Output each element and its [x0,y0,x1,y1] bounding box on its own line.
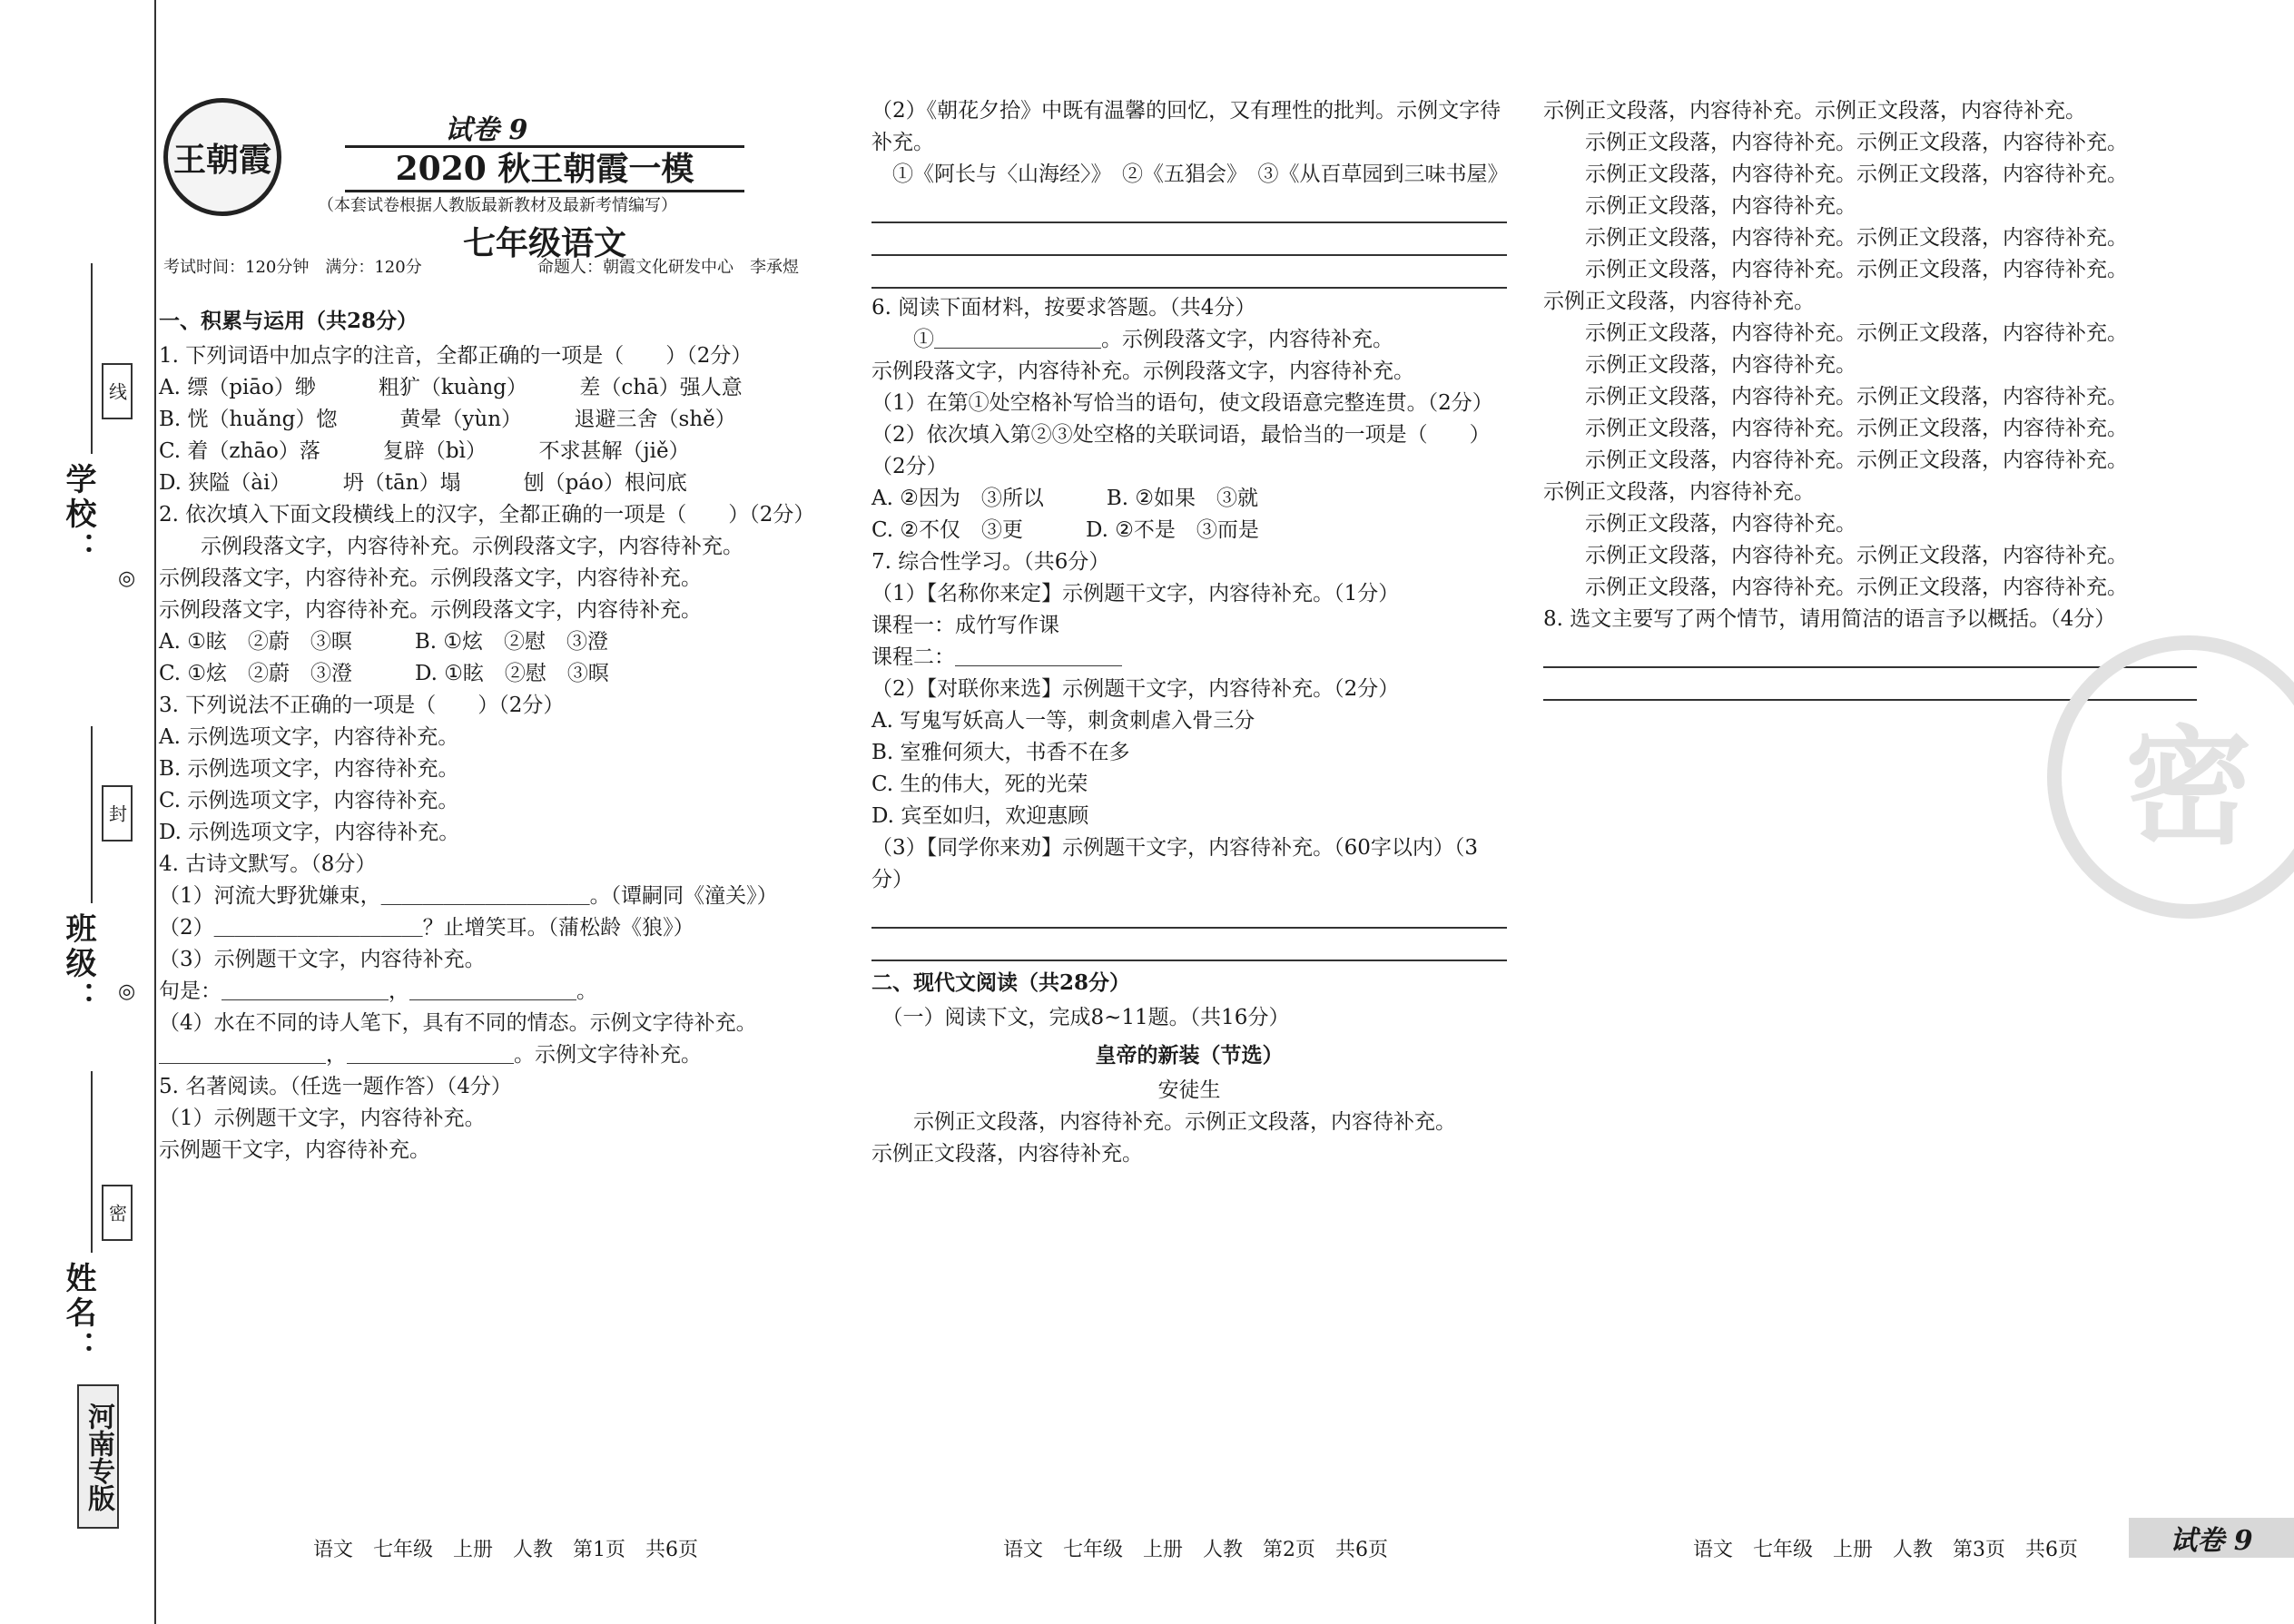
seal-mark-line: 线 [102,363,133,419]
school-fill-line [91,263,93,454]
question-text: （2）依次填入第②③处空格的关联词语，最恰当的一项是（ ）（2分） [871,423,1491,478]
question-text: （3）示例题干文字，内容待补充。 [159,948,486,971]
question-text: （1）河流大野犹嫌束，＿＿＿＿＿＿＿＿＿＿。（谭嗣同《潼关》） [159,884,778,908]
question-text: B. 室雅何须大，书香不在多 [871,741,1130,764]
binding-hole-icon: ◎ [118,567,136,590]
binding-margin [0,0,156,1624]
question-text: （1）在第①处空格补写恰当的语句，使文段语意完整连贯。（2分） [871,391,1493,415]
question-text: 示例正文段落，内容待补充。 [1543,290,1815,313]
question-text: D. 狭隘（ài） 坍（tān）塌 刨（páo）根问底 [159,471,687,495]
question-text: （1）示例题干文字，内容待补充。 [159,1107,486,1130]
question-text: （1）【名称你来定】示例题干文字，内容待补充。（1分） [871,582,1400,605]
question-text: 2. 依次填入下面文段横线上的汉字，全都正确的一项是（ ）（2分） [159,503,815,527]
question-text: （3）【同学你来劝】示例题干文字，内容待补充。（60字以内）（3分） [871,836,1479,891]
question-text: B. 恍（huǎng）惚 黄晕（yùn） 退避三舍（shě） [159,408,736,431]
question-text: 示例正文段落，内容待补充。 [1543,480,1815,504]
answer-line [871,227,1507,256]
question-text: ①＿＿＿＿＿＿＿＿。示例段落文字，内容待补充。 [871,328,1393,351]
question-text: （2）【对联你来选】示例题干文字，内容待补充。（2分） [871,677,1400,701]
question-text: （2）＿＿＿＿＿＿＿＿＿＿？止增笑耳。（蒲松龄《狼》） [159,916,694,940]
exam-meta [163,254,799,278]
question-text: 示例正文段落，内容待补充。示例正文段落，内容待补充。 [1543,226,2128,250]
page-footer-1: 语文 七年级 上册 人教 第1页 共6页 [313,1539,698,1561]
answer-line [871,260,1507,289]
class-label: 班级： [60,912,96,1016]
question-text: 8. 选文主要写了两个情节，请用简洁的语言予以概括。（4分） [1543,607,2116,631]
question-text: A. ①眩 ②蔚 ③暝 B. ①炫 ②慰 ③澄 [159,630,608,654]
question-text: 示例正文段落，内容待补充。 [1543,353,1856,377]
page-footer-3: 语文 七年级 上册 人教 第3页 共6页 [1693,1539,2078,1561]
page-2-column [871,95,1507,1170]
question-text: ＿＿＿＿＿＿＿＿，＿＿＿＿＿＿＿＿。示例文字待补充。 [159,1043,702,1067]
question-text: 示例正文段落，内容待补充。示例正文段落，内容待补充。 [1543,576,2128,599]
binding-hole-icon: ◎ [118,980,136,1003]
question-text: B. 示例选项文字，内容待补充。 [159,757,459,781]
class-fill-line [91,726,93,903]
question-text: 示例正文段落，内容待补充。示例正文段落，内容待补充。 [871,1110,1456,1134]
question-text: 1. 下列词语中加点字的注音，全都正确的一项是（ ）（2分） [159,344,753,368]
question-text: 6. 阅读下面材料，按要求答题。（共4分） [871,296,1256,320]
question-text: 示例正文段落，内容待补充。示例正文段落，内容待补充。 [1543,321,2128,345]
question-text: 示例正文段落，内容待补充。示例正文段落，内容待补充。 [1543,99,2086,123]
question-text: 示例段落文字，内容待补充。示例段落文字，内容待补充。 [159,566,702,590]
answer-line [871,900,1507,929]
answer-line [1543,639,2197,668]
question-text: 5. 名著阅读。（任选一题作答）（4分） [159,1075,512,1098]
question-text: 安徒生 [1157,1078,1221,1102]
watermark-seal: 密 [2047,635,2294,919]
question-text: C. 着（zhāo）落 复辟（bì） 不求甚解（jiě） [159,439,690,463]
question-text: C. ②不仅 ③更 D. ②不是 ③而是 [871,518,1259,542]
question-text: 示例段落文字，内容待补充。示例段落文字，内容待补充。 [871,359,1414,383]
question-text: 课程一：成竹写作课 [871,614,1059,637]
brand-logo: 王朝霞 [163,98,281,216]
question-text: A. 缥（piāo）缈 粗犷（kuàng） 差（chā）强人意 [159,376,743,399]
school-label: 学校： [60,463,96,566]
question-text: 示例正文段落，内容待补充。示例正文段落，内容待补充。 [1543,544,2128,567]
question-text: 示例题干文字，内容待补充。 [159,1138,430,1162]
question-text: D. 宾至如归，欢迎惠顾 [871,804,1089,828]
question-text: A. 写鬼写妖高人一等，刺贪刺虐入骨三分 [871,709,1255,733]
exam-time-score: 考试时间：120分钟 满分：120分 [163,258,422,277]
question-text: 示例正文段落，内容待补充。示例正文段落，内容待补充。 [1543,258,2128,281]
name-label: 姓名： [60,1262,96,1365]
exam-note: （本套试卷根据人教版最新教材及最新考情编写） [318,196,677,215]
question-text: 示例正文段落，内容待补充。 [871,1142,1143,1166]
exam-author: 命题人：朝霞文化研发中心 李承煜 [537,258,799,277]
paper-number: 试卷 9 [445,114,528,146]
page-footer-2: 语文 七年级 上册 人教 第2页 共6页 [1003,1539,1388,1561]
exam-header [163,91,799,277]
question-text: C. 示例选项文字，内容待补充。 [159,789,459,812]
section-heading: 二、现代文阅读（共28分） [871,970,1131,995]
question-text: 示例正文段落，内容待补充。示例正文段落，内容待补充。 [1543,385,2128,408]
question-text: 课程二：＿＿＿＿＿＿＿＿ [871,645,1122,669]
page-3-column [1543,95,2197,704]
subject-title: 七年级语文 [463,224,627,262]
question-text: 7. 综合性学习。（共6分） [871,550,1110,574]
question-text: 4. 古诗文默写。（8分） [159,852,377,876]
paper-tag: 试卷 9 [2129,1518,2294,1558]
section-heading: 皇帝的新装（节选） [1095,1043,1284,1068]
answer-line [871,194,1507,223]
question-text: C. 生的伟大，死的光荣 [871,773,1088,796]
question-text: D. 示例选项文字，内容待补充。 [159,821,460,844]
question-text: 3. 下列说法不正确的一项是（ ）（2分） [159,694,565,717]
question-text: 示例正文段落，内容待补充。示例正文段落，内容待补充。 [1543,162,2128,186]
question-text: ①《阿长与〈山海经〉》 ②《五猖会》 ③《从百草园到三味书屋》 [871,162,1509,186]
exam-title: 2020 秋王朝霞一模 [345,145,744,192]
region-badge: 河南专版 [77,1384,119,1529]
question-text: 示例正文段落，内容待补充。示例正文段落，内容待补充。 [1543,448,2128,472]
name-fill-line [91,1071,93,1253]
question-text: A. ②因为 ③所以 B. ②如果 ③就 [871,487,1258,510]
question-text: 示例段落文字，内容待补充。示例段落文字，内容待补充。 [159,535,743,558]
question-text: A. 示例选项文字，内容待补充。 [159,725,459,749]
question-text: 示例正文段落，内容待补充。 [1543,512,1856,536]
question-text: 示例正文段落，内容待补充。示例正文段落，内容待补充。 [1543,417,2128,440]
seal-mark-close: 密 [102,1185,133,1241]
question-text: （2）《朝花夕拾》中既有温馨的回忆，又有理性的批判。示例文字待补充。 [871,99,1501,154]
answer-line [871,932,1507,961]
question-text: 示例段落文字，内容待补充。示例段落文字，内容待补充。 [159,598,702,622]
seal-mark-seal: 封 [102,785,133,842]
page-1-column [159,300,815,1166]
question-text: C. ①炫 ②蔚 ③澄 D. ①眩 ②慰 ③暝 [159,662,609,685]
question-text: （一）阅读下文，完成8~11题。（共16分） [871,1006,1290,1029]
question-text: 示例正文段落，内容待补充。示例正文段落，内容待补充。 [1543,131,2128,154]
question-text: （4）水在不同的诗人笔下，具有不同的情态。示例文字待补充。 [159,1011,757,1035]
question-text: 示例正文段落，内容待补充。 [1543,194,1856,218]
question-text: 句是：＿＿＿＿＿＿＿＿，＿＿＿＿＿＿＿＿。 [159,979,597,1003]
section-heading: 一、积累与运用（共28分） [159,309,418,333]
